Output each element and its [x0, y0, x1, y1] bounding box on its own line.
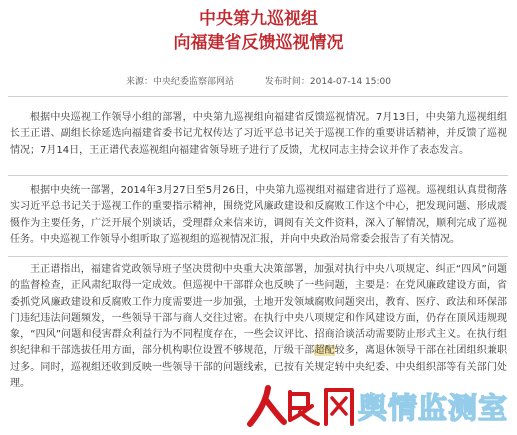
highlighted-term: 超配	[314, 345, 335, 357]
article-title-line1: 中央第九巡视组	[199, 9, 318, 29]
article-title-line2: 向福建省反馈巡视情况	[173, 33, 344, 53]
paragraph-3-part-a: 王正谱指出，福建省党政领导班子坚决贯彻中央重大决策部署，加强对执行中央八项规定、纠正“四风”问题的监督检查，正风肃纪取得一定成效。但巡视中干部群众也反映了一些问题，主要是：在党风廉政建设方面，省委抓党风廉政建设和反腐败工作力度需要进一步加强，土地开发领域腐败问题突出，教育、医疗、政法和环保部门违纪违法问题频发，一些领导干部与商人交往过密。在执行中央八项规定和作风建设方面，仍存在顶风违规现象，“四风”问题和侵害群众利益行为不同程度存在，一些会议评比、招商洽谈活动需要防止形式主义。在执行组织纪律和干部选拔任用方面，部分机构职位设置不够规范，厅级干部	[10, 264, 507, 357]
paragraph-2: 根据中央统一部署，2014年3月27日至5月26日，中央第九巡视组对福建省进行了巡视。巡视组认真贯彻落实习近平总书记关于巡视工作的重要指示精神，围绕党风廉政建设和反腐败工作这个中心，把发现问题、形成震慑作为主要任务，广泛开展个别谈话，受理群众来信来访，调阅有关文件资料，深入了解情况，顺利完成了巡视任务。中央巡视工作领导小组听取了巡视组的巡视情况汇报，并向中央政治局常委会报告了有关情况。	[10, 185, 507, 245]
paragraph-3	[10, 262, 507, 392]
meta-divider	[8, 96, 508, 97]
article-publish-time: 发布时间：2014-07-14 15:00	[264, 77, 391, 87]
people-daily-logo-watermark	[246, 382, 358, 430]
paragraph-divider	[8, 175, 508, 176]
paragraph-3-part-b: 较多，离退休领导干部在社团组织兼职过多。同时，巡视组还收到反映一些领导干部的问题线索，已按有关规定转中央纪委、中央组织部等有关部门处理。	[10, 345, 508, 390]
article-source: 来源：中央纪委监察部网站	[126, 77, 235, 87]
paragraph-divider-2	[8, 256, 508, 257]
paragraph-1: 根据中央巡视工作领导小组的部署，中央第九巡视组向福建省反馈巡视情况。7月13日，中央第九巡视组组长王正谱、副组长徐延选向福建省委书记尤权传达了习近平总书记关于巡视工作的重要讲话精神，并反馈了巡视情况；7月14日，王正谱代表巡视组向福建省领导班子进行了反馈，尤权同志主持会议并作了表态发言。	[10, 112, 507, 156]
people-daily-brush-logo	[246, 382, 358, 430]
public-opinion-monitoring-watermark: 舆情监测室	[358, 391, 509, 425]
article-meta	[0, 76, 517, 88]
